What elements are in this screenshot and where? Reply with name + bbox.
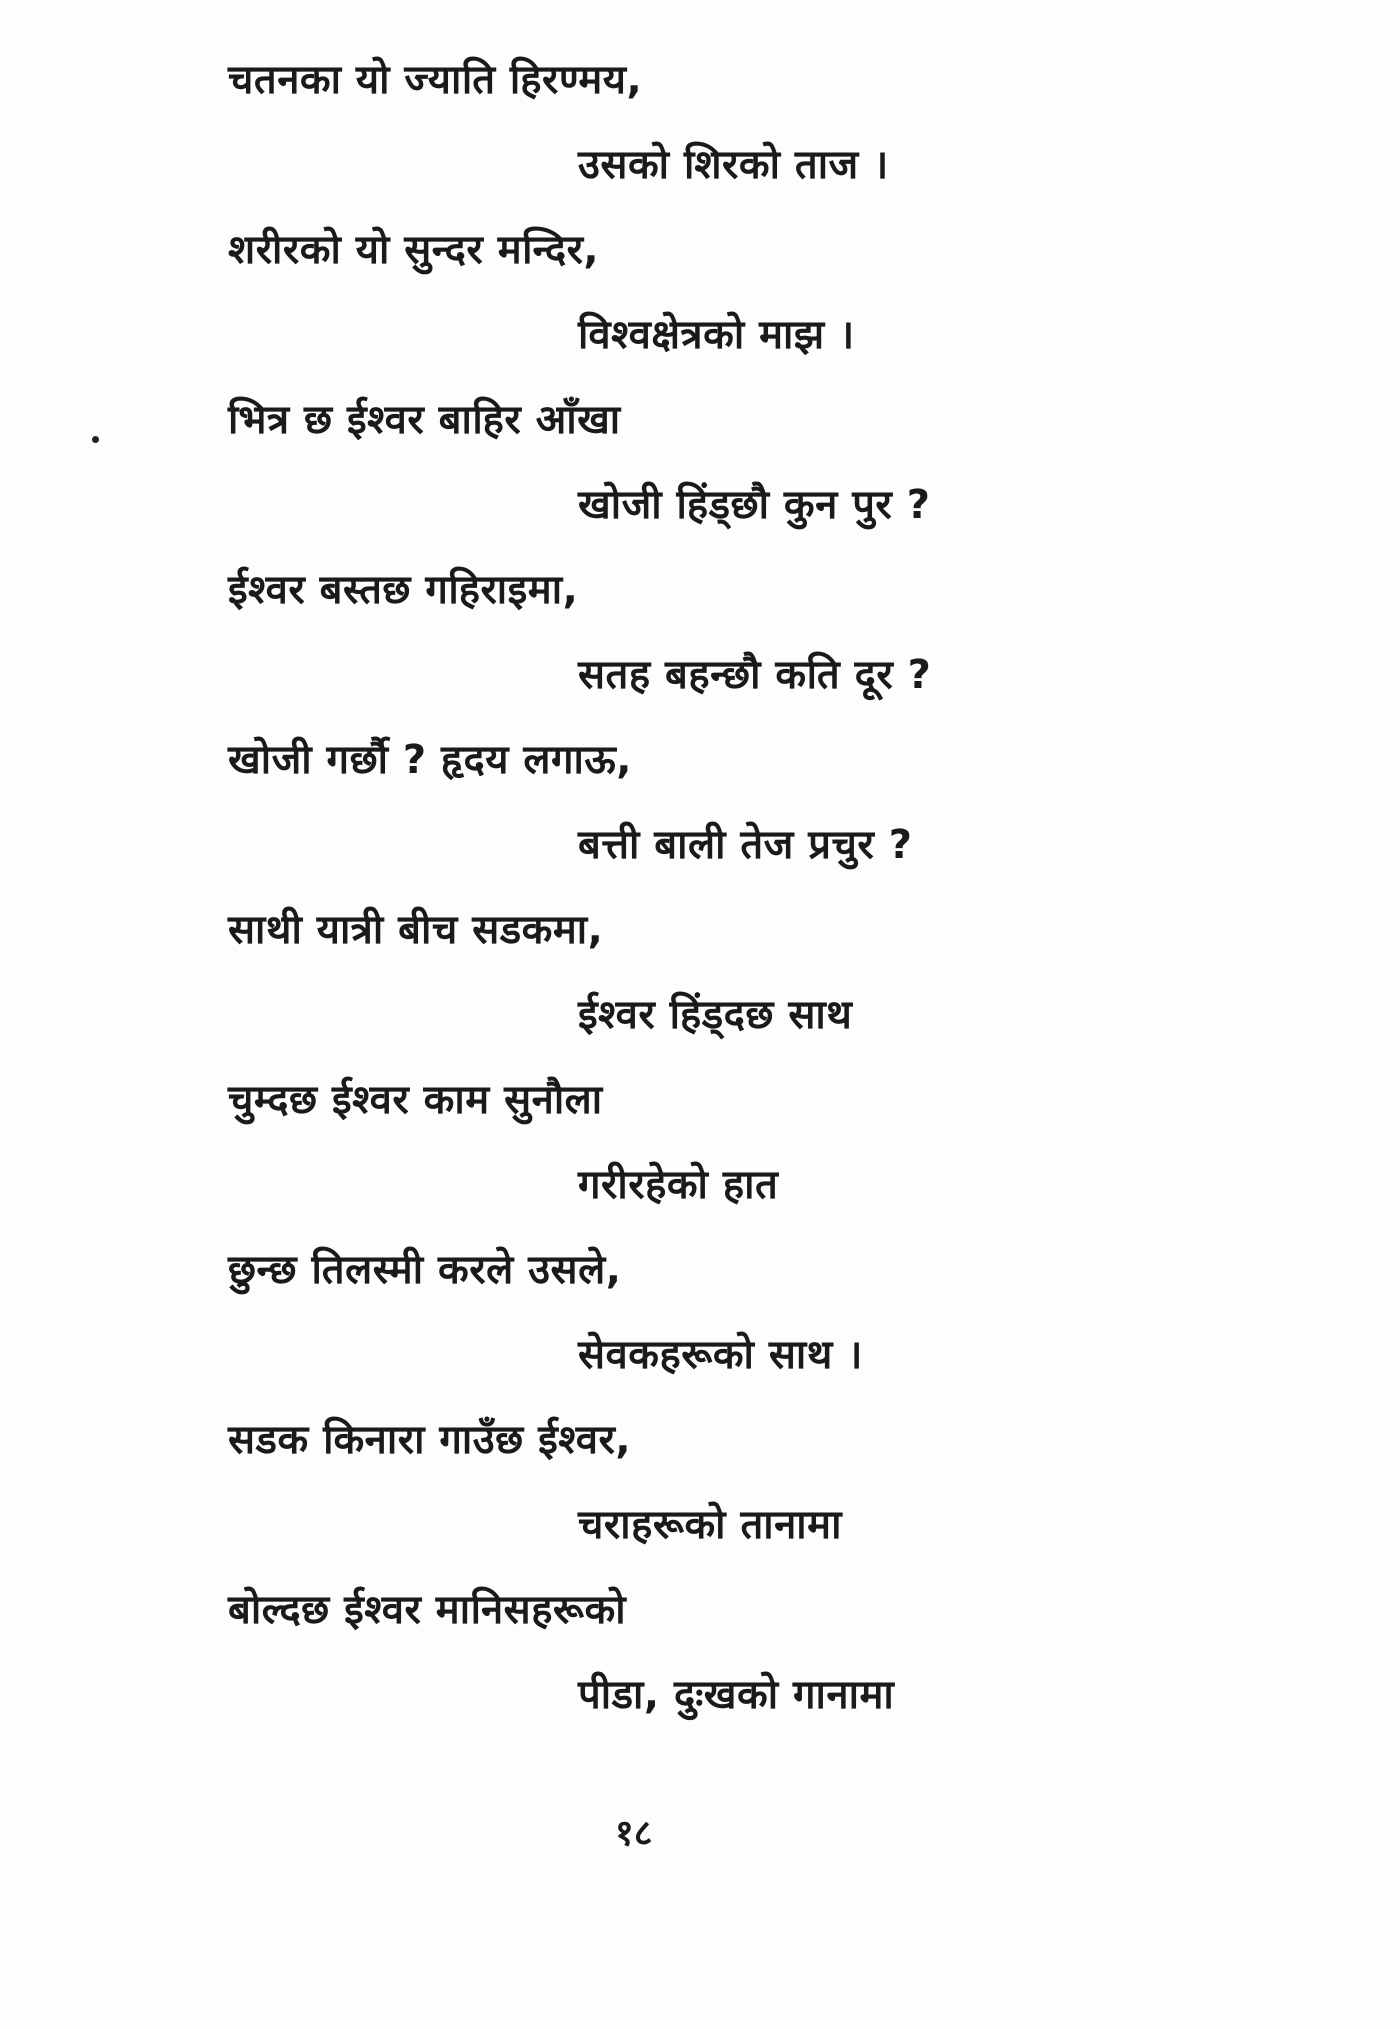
poem-line: विश्वक्षेत्रको माझ ।: [578, 312, 855, 358]
poem-line: साथी यात्री बीच सडकमा,: [228, 907, 604, 953]
poem-line: सेवकहरूको साथ ।: [578, 1332, 863, 1378]
poem-line: उसको शिरको ताज ।: [578, 142, 889, 188]
poem-line: ईश्वर बस्तछ गहिराइमा,: [228, 567, 579, 613]
poem-line: चतनका यो ज्याति हिरण्मय,: [228, 57, 643, 103]
poem-line: बोल्दछ ईश्वर मानिसहरूको: [228, 1587, 627, 1633]
poem-line: भित्र छ ईश्वर बाहिर आँखा: [228, 397, 621, 443]
page-number: १८: [615, 1813, 653, 1854]
poem-line: चराहरूको तानामा: [578, 1502, 842, 1548]
poem-line: सडक किनारा गाउँछ ईश्वर,: [228, 1417, 632, 1463]
poem-line: ईश्वर हिंड्दछ साथ: [578, 992, 853, 1038]
poem-line: छुन्छ तिलस्मी करले उसले,: [228, 1247, 622, 1293]
poem-line: खोजी गर्छौ ? हृदय लगाऊ,: [228, 737, 632, 783]
poem-line: पीडा, दुःखको गानामा: [578, 1672, 895, 1718]
poem-line: खोजी हिंड्छौ कुन पुर ?: [578, 482, 931, 528]
poem-line: गरीरहेको हात: [578, 1162, 779, 1208]
poem-line: शरीरको यो सुन्दर मन्दिर,: [228, 227, 600, 273]
poem-line: बत्ती बाली तेज प्रचुर ?: [578, 822, 913, 868]
stray-ink-dot: [92, 436, 99, 443]
poem-line: चुम्दछ ईश्वर काम सुनौला: [228, 1077, 603, 1123]
poem-line: सतह बहन्छौ कति दूर ?: [578, 652, 932, 698]
